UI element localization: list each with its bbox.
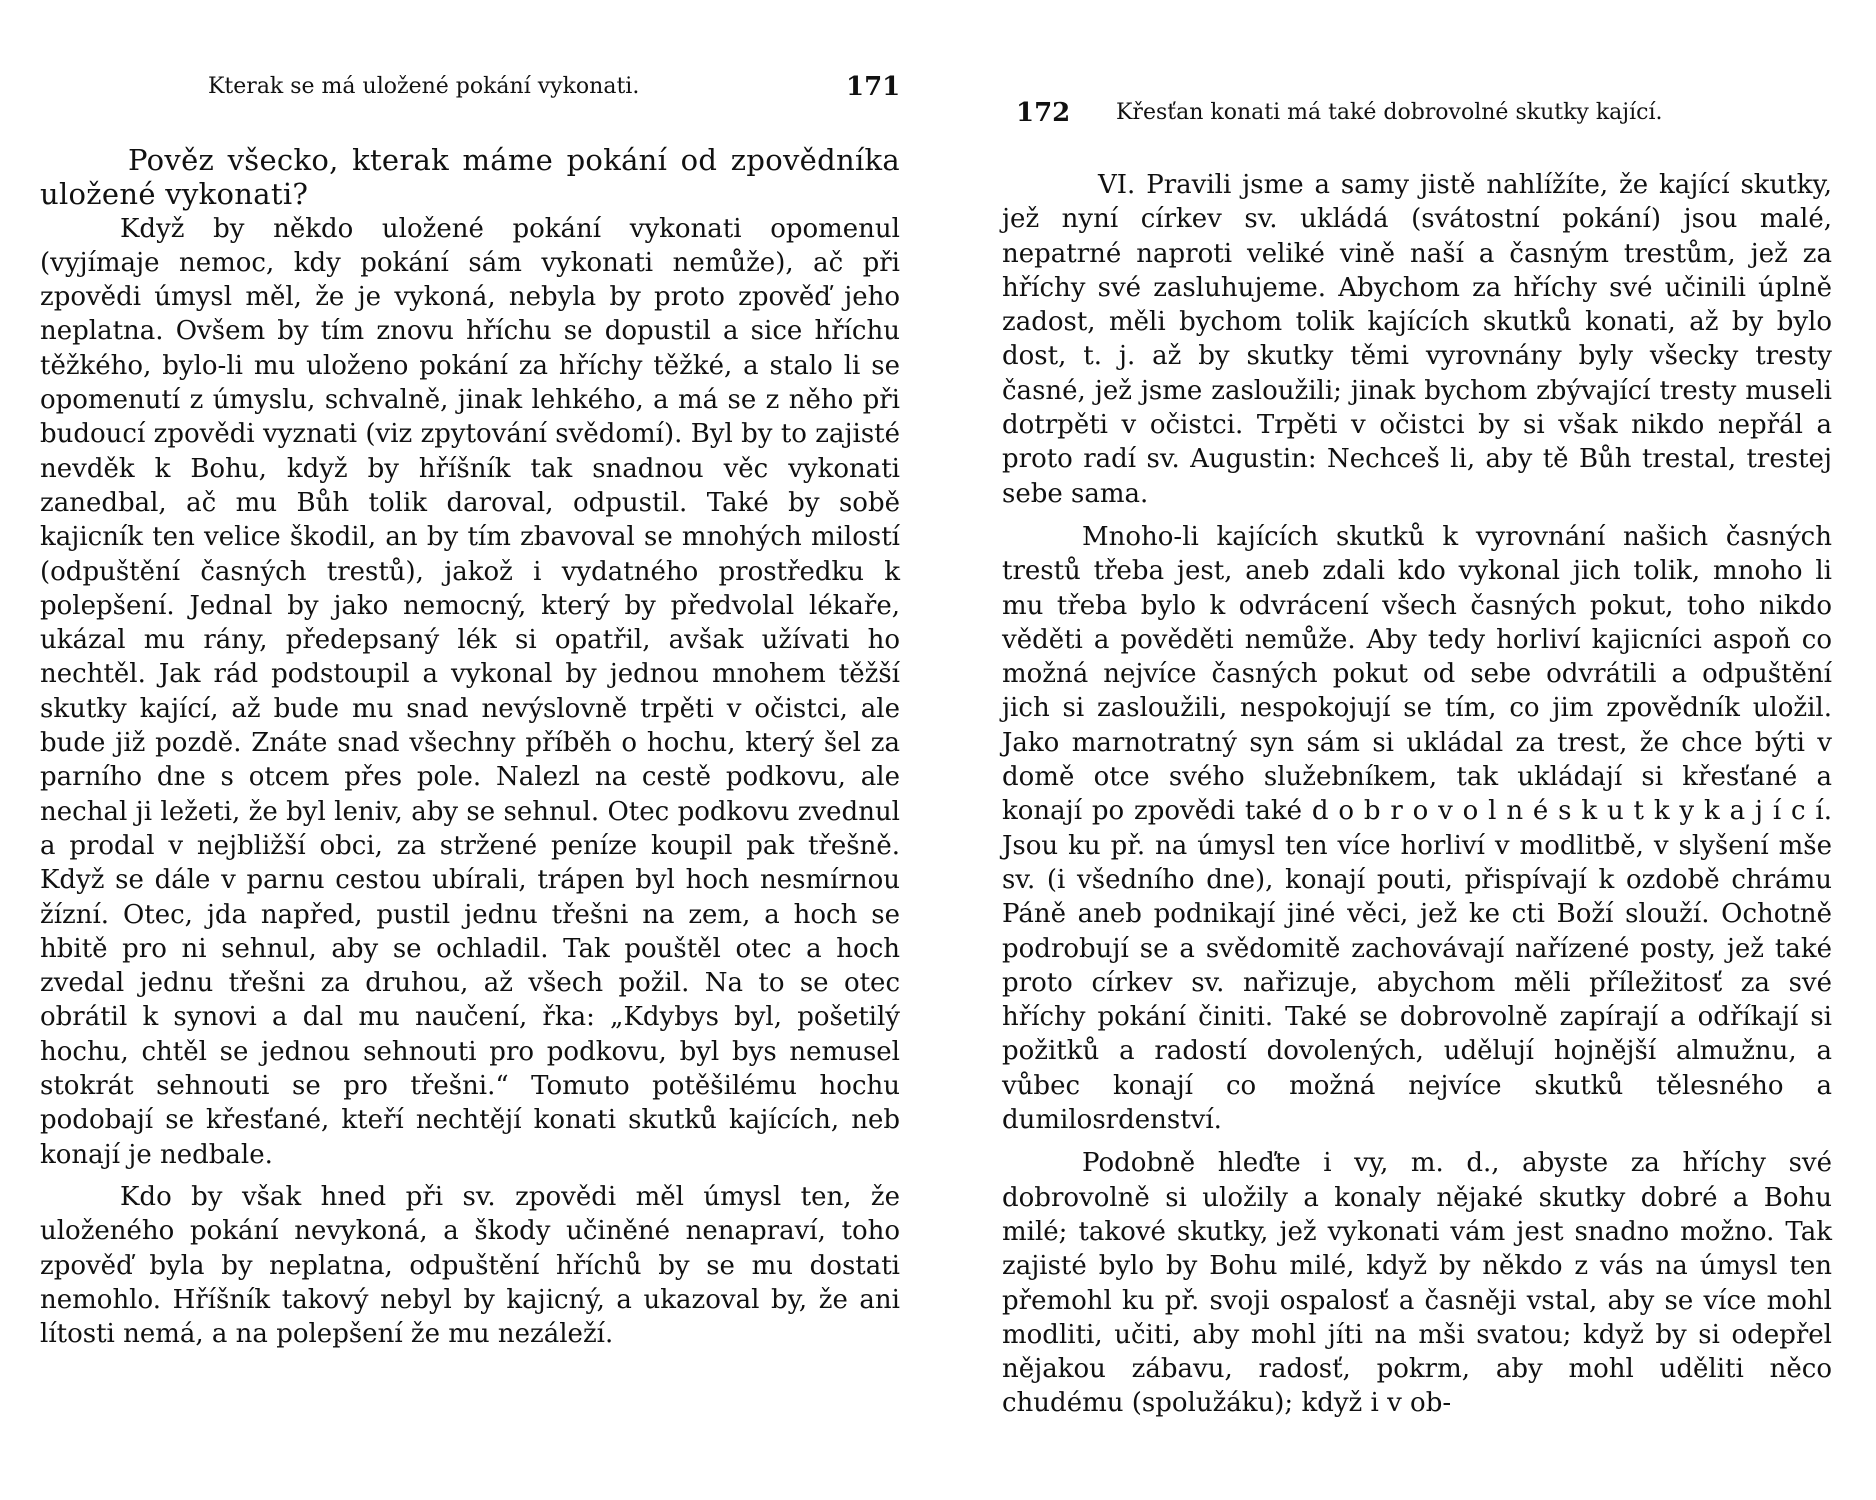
paragraph: VI. Pravili jsme a samy jistě nahlížíte, že kající skutky, jež nyní církev sv. ukládá (svátostní pokání) jsou malé, nepatrné naproti veliké vině naší a časným trestům, jež za hříchy své zasluhujeme. Abychom za hříchy své učinili úplně zadost, měli bychom tolik kajících skutků konati, až by bylo dost, t. j. až by skutky těmi vyrovnány byly všecky tresty časné, jež jsme zasloužili; jinak bychom zbývající tresty museli dotrpěti v očistci. Trpěti v očistci by si však nikdo nepřál a proto radí sv. Augustin: Nechceš li, aby tě Bůh trestal, trestej sebe sama. — [1002, 170, 1832, 509]
page-number: 171 — [846, 72, 901, 102]
page-number: 172 — [1016, 98, 1071, 128]
paragraph: Kdo by však hned při sv. zpovědi měl úmysl ten, že uloženého pokání nevykoná, a škody učiněné nenapraví, toho zpověď byla by neplatna, odpuštění hříchů by se mu dostati nemohlo. Hříšník takový nebyl by kajicný, a ukazoval by, že ani lítosti nemá, a na polepšení že mu nezáleží. — [40, 1181, 900, 1350]
running-title: Kterak se má uložené pokání vykonati. — [208, 74, 640, 99]
right-page-body — [1002, 168, 1832, 1421]
running-title: Křesťan konati má také dobrovolné skutky kající. — [1116, 100, 1663, 125]
paragraph: Podobně hleďte i vy, m. d., abyste za hříchy své dobrovolně si uložily a konaly nějaké skutky dobré a Bohu milé; takové skutky, jež vykonati vám jest snadno možno. Tak zajisté bylo by Bohu milé, když by někdo z vás na úmysl ten přemohl ku př. svoji ospalosť a časněji vstal, aby se více mohl modliti, učiti, aby mohl jíti na mši svatou; když by si odepřel nějakou zábavu, radosť, pokrm, aby mohl uděliti něco chudému (spolužáku); když i v ob- — [1002, 1148, 1832, 1419]
paragraph: Když by někdo uložené pokání vykonati opomenul (vyjímaje nemoc, kdy pokání sám vykonati nemůže), ač při zpovědi úmysl měl, že je vykoná, nebyla by proto zpověď jeho neplatna. Ovšem by tím znovu hříchu se dopustil a sice hříchu těžkého, bylo-li mu uloženo pokání za hříchy těžké, a stalo li se opomenutí z úmyslu, schvalně, jinak lehkého, a má se z něho při budoucí zpovědi vyznati (viz zpytování svědomí). Byl by to zajisté nevděk k Bohu, když by hříšník tak snadnou věc vykonati zanedbal, ač mu Bůh tolik daroval, odpustil. Také by sobě kajicník ten velice škodil, an by tím zbavoval se mnohých milostí (odpuštění časných trestů), jakož i vydatného prostředku k polepšení. Jednal by jako nemocný, který by předvolal lékaře, ukázal mu rány, předepsaný lék si opatřil, avšak užívati ho nechtěl. Jak rád podstoupil a vykonal by jednou mnohem těžší skutky kající, až bude mu snad nevýslovně trpěti v očistci, ale bude již pozdě. Znáte snad všechny příběh o hochu, který šel za parního dne s otcem přes pole. Nalezl na cestě podkovu, ale nechal ji ležeti, že byl leniv, aby se sehnul. Otec podkovu zvednul a prodal v nejbližší obci, za stržené peníze koupil pak třešně. Když se dále v parnu cestou ubírali, trápen byl hoch nesmírnou žízní. Otec, jda napřed, pustil jednu třešni na zem, a hoch se hbitě pro ni sehnul, aby se ochladil. Tak pouštěl otec a hoch zvedal jednu třešni za druhou, až všech požil. Na to se otec obrátil k synovi a dal mu naučení, řka: „Kdybys byl, pošetilý hochu, chtěl se jednou sehnouti pro podkovu, byl bys nemusel stokrát sehnouti se pro třešni.“ Tomuto potěšilému hochu podobají se křesťané, kteří nechtějí konati skutků kajících, neb konají je nedbale. — [40, 213, 900, 1170]
section-question: Pověz všecko, kterak máme pokání od zpovědníka uložené vykonati? — [40, 143, 900, 212]
left-page-body — [40, 143, 900, 1351]
paragraph: Mnoho-li kajících skutků k vyrovnání našich časných trestů třeba jest, aneb zdali kdo vykonal jich tolik, mnoho li mu třeba bylo k odvrácení všech časných pokut, toho nikdo věděti a pověděti nemůže. Aby tedy horliví kajicníci aspoň co možná nejvíce časných pokut od sebe odvrátili a odpuštění jich si zasloužili, nespokojují se tím, co jim zpovědník uložil. Jako marnotratný syn sám si ukládal za trest, že chce býti v domě otce svého služebníkem, tak ukládají si křesťané a konají po zpovědi také d o b r o v o l n é s k u t k y k a j í c í. Jsou ku př. na úmysl ten více horliví v modlitbě, v slyšení mše sv. (i všedního dne), konají pouti, přispívají k ozdobě chrámu Páně aneb podnikají jiné věci, jež ke cti Boží slouží. Ochotně podrobují se a svědomitě zachovávají nařízené posty, jež také proto církev sv. nařizuje, abychom měli příležitosť za své hříchy pokání činiti. Také se dobrovolně zapírají a odříkají si požitků a radostí dovolených, udělují hojnější almužnu, a vůbec konají co možná nejvíce skutků tělesného a dumilosrdenství. — [1002, 521, 1832, 1136]
